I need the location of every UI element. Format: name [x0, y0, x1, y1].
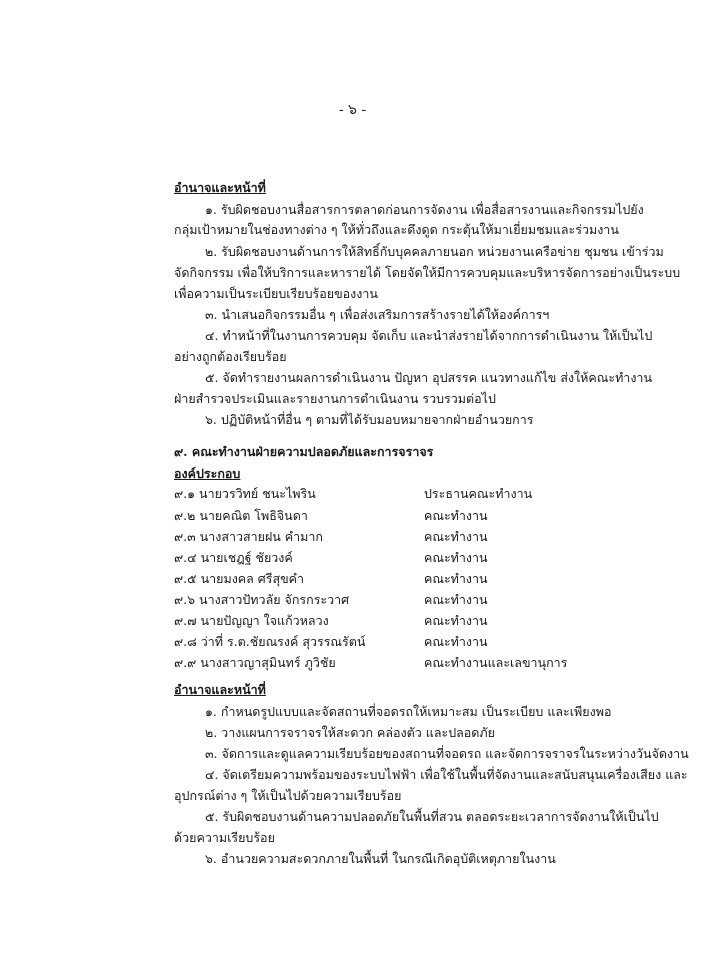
- member-name: ๙.๒ นายคณิต โพธิจินดา: [174, 508, 308, 523]
- section-a-line: ๖. ปฏิบัติหน้าที่อื่น ๆ ตามที่ได้รับมอบหมายจากฝ่ายอำนวยการ: [205, 412, 534, 427]
- duty-line: ๖. อำนวยความสะดวกภายในพื้นที่ ในกรณีเกิดอุบัติเหตุภายในงาน: [205, 851, 556, 866]
- section-a-heading: อำนาจและหน้าที่: [174, 180, 266, 195]
- member-role: คณะทำงาน: [424, 529, 488, 544]
- member-role: คณะทำงาน: [424, 550, 488, 565]
- member-role: คณะทำงานและเลขานุการ: [424, 655, 568, 670]
- member-row: [174, 506, 654, 526]
- composition-heading: องค์ประกอบ: [174, 466, 241, 481]
- member-row: [174, 590, 654, 610]
- member-role: คณะทำงาน: [424, 592, 488, 607]
- member-role: ประธานคณะทำงาน: [424, 486, 533, 501]
- member-name: ๙.๘ ว่าที่ ร.ต.ชัยณรงค์ สุวรรณรัตน์: [174, 634, 366, 649]
- duty-line: ๑. กำหนดรูปแบบและจัดสถานที่จอดรถให้เหมาะสม เป็นระเบียบ และเพียงพอ: [205, 704, 612, 719]
- duties-heading: อำนาจและหน้าที่: [174, 682, 266, 697]
- member-name: ๙.๓ นางสาวสายฝน คำมาก: [174, 529, 324, 544]
- section-a-line: ๒. รับผิดชอบงานด้านการให้สิทธิ์กับบุคคลภายนอก หน่วยงานเครือข่าย ชุมชน เข้าร่วม: [205, 244, 664, 259]
- member-name: ๙.๑ นายวรวิทย์ ชนะไพริน: [174, 486, 316, 501]
- member-role: คณะทำงาน: [424, 634, 488, 649]
- member-row: [174, 548, 654, 568]
- section-a-line: ๕. จัดทำรายงานผลการดำเนินงาน ปัญหา อุปสรรค แนวทางแก้ไข ส่งให้คณะทำงาน: [205, 370, 652, 385]
- section-a-line: ๓. นำเสนอกิจกรรมอื่น ๆ เพื่อส่งเสริมการสร้างรายได้ให้องค์การฯ: [205, 307, 550, 322]
- duty-line: ๕. รับผิดชอบงานด้านความปลอดภัยในพื้นที่สวน ตลอดระยะเวลาการจัดงานให้เป็นไป: [205, 809, 659, 824]
- section-a-line: เพื่อความเป็นระเบียบเรียบร้อยของงาน: [174, 286, 378, 301]
- member-name: ๙.๗ นายปัญญา ใจแก้วหลวง: [174, 613, 329, 628]
- member-name: ๙.๕ นายมงคล ศรีสุขคำ: [174, 571, 304, 586]
- member-name: ๙.๙ นางสาวญาสุมินทร์ ภูวิชัย: [174, 655, 336, 670]
- section-a-line: กลุ่มเป้าหมายในช่องทางต่าง ๆ ให้ทั่วถึงและดึงดูด กระตุ้นให้มาเยี่ยมชมและร่วมงาน: [174, 222, 619, 237]
- page-number: - ๖ -: [338, 102, 367, 118]
- member-row: [174, 527, 654, 547]
- member-role: คณะทำงาน: [424, 508, 488, 523]
- member-row: [174, 484, 654, 504]
- duty-line: ๓. จัดการและดูแลความเรียบร้อยของสถานที่จอดรถ และจัดการจราจรในระหว่างวันจัดงาน: [205, 746, 689, 761]
- duty-line: อุปกรณ์ต่าง ๆ ให้เป็นไปด้วยความเรียบร้อย: [174, 788, 402, 803]
- member-name: ๙.๔ นายเชฎฐ์ ชัยวงค์: [174, 550, 293, 565]
- duty-line: ๔. จัดเตรียมความพร้อมของระบบไฟฟ้า เพื่อใช้ในพื้นที่จัดงานและสนับสนุนเครื่องเสียง และ: [205, 767, 688, 782]
- member-row: [174, 569, 654, 589]
- section-a-line: ฝ่ายสำรวจประเมินและรายงานการดำเนินงาน รวบรวมต่อไป: [174, 391, 496, 406]
- member-row: [174, 653, 654, 673]
- member-row: [174, 632, 654, 652]
- duty-line: ๒. วางแผนการจราจรให้สะดวก คล่องตัว และปลอดภัย: [205, 725, 495, 740]
- member-row: [174, 611, 654, 631]
- member-name: ๙.๖ นางสาวปัทวลัย จักรกระวาศ: [174, 592, 350, 607]
- section-a-line: อย่างถูกต้องเรียบร้อย: [174, 349, 287, 364]
- duty-line: ด้วยความเรียบร้อย: [174, 830, 275, 845]
- member-role: คณะทำงาน: [424, 571, 488, 586]
- section-9-title: ๙. คณะทำงานฝ่ายความปลอดภัยและการจราจร: [174, 444, 434, 459]
- member-role: คณะทำงาน: [424, 613, 488, 628]
- section-a-line: จัดกิจกรรม เพื่อให้บริการและหารายได้ โดยจัดให้มีการควบคุมและบริหารจัดการอย่างเป็นระบบ: [174, 265, 681, 280]
- section-a-line: ๔. ทำหน้าที่ในงานการควบคุม จัดเก็บ และนำส่งรายได้จากการดำเนินงาน ให้เป็นไป: [205, 328, 653, 343]
- section-a-line: ๑. รับผิดชอบงานสื่อสารการตลาดก่อนการจัดงาน เพื่อสื่อสารงานและกิจกรรมไปยัง: [205, 202, 644, 217]
